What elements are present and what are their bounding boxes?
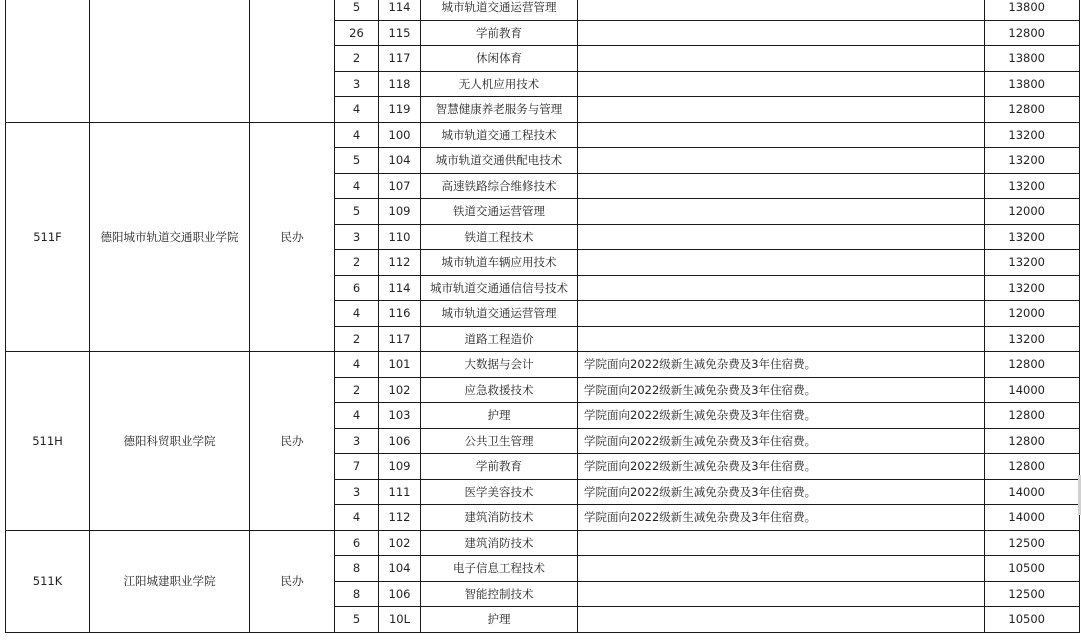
major-code-cell: 107: [379, 173, 421, 199]
plan-count-cell: 3: [335, 224, 379, 250]
major-code-cell: 109: [379, 454, 421, 480]
table-row: [6, 122, 1080, 148]
major-name-cell: 铁道工程技术: [421, 224, 578, 250]
major-code-cell: 106: [379, 581, 421, 607]
tuition-fee-cell: 12800: [985, 428, 1080, 454]
school-code-cell: 511K: [6, 530, 90, 632]
major-code-cell: 103: [379, 403, 421, 429]
note-cell: [578, 173, 985, 199]
note-cell: [578, 326, 985, 352]
major-name-cell: 护理: [421, 607, 578, 633]
major-name-cell: 建筑消防技术: [421, 505, 578, 531]
plan-count-cell: 26: [335, 20, 379, 46]
tuition-fee-cell: 12000: [985, 199, 1080, 225]
note-cell: [578, 97, 985, 123]
major-name-cell: 城市轨道交通通信信号技术: [421, 275, 578, 301]
note-cell: 学院面向2022级新生减免杂费及3年住宿费。: [578, 505, 985, 531]
major-name-cell: 电子信息工程技术: [421, 556, 578, 582]
plan-count-cell: 2: [335, 250, 379, 276]
school-name-cell: 江阳城建职业学院: [90, 530, 250, 632]
major-name-cell: 城市轨道交通工程技术: [421, 122, 578, 148]
major-code-cell: 100: [379, 122, 421, 148]
major-name-cell: 道路工程造价: [421, 326, 578, 352]
document-body: [5, 0, 1080, 633]
note-cell: [578, 581, 985, 607]
major-name-cell: 城市轨道交通运营管理: [421, 301, 578, 327]
plan-count-cell: 5: [335, 607, 379, 633]
major-name-cell: 公共卫生管理: [421, 428, 578, 454]
plan-count-cell: 5: [335, 199, 379, 225]
note-cell: 学院面向2022级新生减免杂费及3年住宿费。: [578, 454, 985, 480]
school-name-cell: [90, 0, 250, 122]
table-row: [6, 352, 1080, 378]
table-row: [6, 530, 1080, 556]
major-name-cell: 铁道交通运营管理: [421, 199, 578, 225]
plan-count-cell: 8: [335, 556, 379, 582]
table-row: [6, 0, 1080, 20]
plan-count-cell: 2: [335, 326, 379, 352]
tuition-fee-cell: 13200: [985, 173, 1080, 199]
school-code-cell: 511F: [6, 122, 90, 352]
note-cell: 学院面向2022级新生减免杂费及3年住宿费。: [578, 428, 985, 454]
major-name-cell: 护理: [421, 403, 578, 429]
plan-count-cell: 4: [335, 505, 379, 531]
school-code-cell: 511H: [6, 352, 90, 531]
tuition-fee-cell: 12800: [985, 20, 1080, 46]
major-code-cell: 118: [379, 71, 421, 97]
plan-count-cell: 7: [335, 454, 379, 480]
major-code-cell: 119: [379, 97, 421, 123]
plan-count-cell: 2: [335, 46, 379, 72]
major-code-cell: 117: [379, 46, 421, 72]
plan-count-cell: 3: [335, 428, 379, 454]
tuition-fee-cell: 12800: [985, 403, 1080, 429]
major-code-cell: 117: [379, 326, 421, 352]
note-cell: [578, 20, 985, 46]
tuition-fee-cell: 12500: [985, 581, 1080, 607]
plan-count-cell: 3: [335, 71, 379, 97]
plan-count-cell: 8: [335, 581, 379, 607]
major-code-cell: 115: [379, 20, 421, 46]
note-cell: [578, 530, 985, 556]
major-code-cell: 116: [379, 301, 421, 327]
school-type-cell: 民办: [250, 530, 335, 632]
school-type-cell: 民办: [250, 352, 335, 531]
note-cell: [578, 46, 985, 72]
note-cell: [578, 224, 985, 250]
tuition-fee-cell: 10500: [985, 556, 1080, 582]
plan-count-cell: 4: [335, 301, 379, 327]
plan-count-cell: 6: [335, 530, 379, 556]
major-code-cell: 112: [379, 250, 421, 276]
major-name-cell: 城市轨道交通供配电技术: [421, 148, 578, 174]
school-type-cell: 民办: [250, 122, 335, 352]
major-code-cell: 112: [379, 505, 421, 531]
major-code-cell: 102: [379, 530, 421, 556]
major-code-cell: 110: [379, 224, 421, 250]
school-type-cell: [250, 0, 335, 122]
note-cell: [578, 301, 985, 327]
plan-count-cell: 4: [335, 122, 379, 148]
tuition-fee-cell: 14000: [985, 479, 1080, 505]
tuition-fee-cell: 13200: [985, 275, 1080, 301]
tuition-fee-cell: 10500: [985, 607, 1080, 633]
school-code-cell: [6, 0, 90, 122]
note-cell: [578, 71, 985, 97]
major-code-cell: 106: [379, 428, 421, 454]
plan-count-cell: 4: [335, 352, 379, 378]
major-code-cell: 10L: [379, 607, 421, 633]
plan-count-cell: 4: [335, 403, 379, 429]
note-cell: [578, 607, 985, 633]
major-name-cell: 医学美容技术: [421, 479, 578, 505]
major-name-cell: 应急救援技术: [421, 377, 578, 403]
plan-count-cell: 2: [335, 377, 379, 403]
school-name-cell: 德阳城市轨道交通职业学院: [90, 122, 250, 352]
tuition-fee-cell: 12800: [985, 454, 1080, 480]
tuition-fee-cell: 12800: [985, 352, 1080, 378]
major-name-cell: 学前教育: [421, 454, 578, 480]
note-cell: 学院面向2022级新生减免杂费及3年住宿费。: [578, 377, 985, 403]
major-name-cell: 城市轨道交通运营管理: [421, 0, 578, 20]
tuition-fee-cell: 13200: [985, 224, 1080, 250]
tuition-fee-cell: 12800: [985, 97, 1080, 123]
table-body: [6, 0, 1080, 632]
major-name-cell: 城市轨道车辆应用技术: [421, 250, 578, 276]
note-cell: [578, 275, 985, 301]
tuition-fee-cell: 12500: [985, 530, 1080, 556]
tuition-fee-cell: 13200: [985, 326, 1080, 352]
tuition-fee-cell: 13200: [985, 250, 1080, 276]
major-name-cell: 智能控制技术: [421, 581, 578, 607]
plan-count-cell: 3: [335, 479, 379, 505]
plan-count-cell: 4: [335, 97, 379, 123]
plan-count-cell: 4: [335, 173, 379, 199]
plan-count-cell: 5: [335, 148, 379, 174]
note-cell: 学院面向2022级新生减免杂费及3年住宿费。: [578, 403, 985, 429]
major-name-cell: 无人机应用技术: [421, 71, 578, 97]
major-code-cell: 109: [379, 199, 421, 225]
tuition-fee-cell: 13800: [985, 0, 1080, 20]
note-cell: 学院面向2022级新生减免杂费及3年住宿费。: [578, 352, 985, 378]
major-name-cell: 休闲体育: [421, 46, 578, 72]
note-cell: [578, 556, 985, 582]
major-name-cell: 高速铁路综合维修技术: [421, 173, 578, 199]
tuition-fee-cell: 14000: [985, 377, 1080, 403]
tuition-fee-cell: 13200: [985, 148, 1080, 174]
tuition-fee-cell: 12000: [985, 301, 1080, 327]
enrollment-plan-table: [5, 0, 1080, 633]
note-cell: [578, 199, 985, 225]
major-code-cell: 104: [379, 148, 421, 174]
plan-count-cell: 6: [335, 275, 379, 301]
tuition-fee-cell: 13800: [985, 71, 1080, 97]
major-name-cell: 智慧健康养老服务与管理: [421, 97, 578, 123]
tuition-fee-cell: 13200: [985, 122, 1080, 148]
major-code-cell: 114: [379, 275, 421, 301]
major-name-cell: 建筑消防技术: [421, 530, 578, 556]
plan-count-cell: 5: [335, 0, 379, 20]
major-code-cell: 102: [379, 377, 421, 403]
school-name-cell: 德阳科贸职业学院: [90, 352, 250, 531]
note-cell: [578, 0, 985, 20]
tuition-fee-cell: 13800: [985, 46, 1080, 72]
major-code-cell: 101: [379, 352, 421, 378]
major-code-cell: 111: [379, 479, 421, 505]
major-name-cell: 学前教育: [421, 20, 578, 46]
note-cell: [578, 122, 985, 148]
major-code-cell: 114: [379, 0, 421, 20]
note-cell: [578, 148, 985, 174]
note-cell: 学院面向2022级新生减免杂费及3年住宿费。: [578, 479, 985, 505]
tuition-fee-cell: 14000: [985, 505, 1080, 531]
note-cell: [578, 250, 985, 276]
major-code-cell: 104: [379, 556, 421, 582]
major-name-cell: 大数据与会计: [421, 352, 578, 378]
